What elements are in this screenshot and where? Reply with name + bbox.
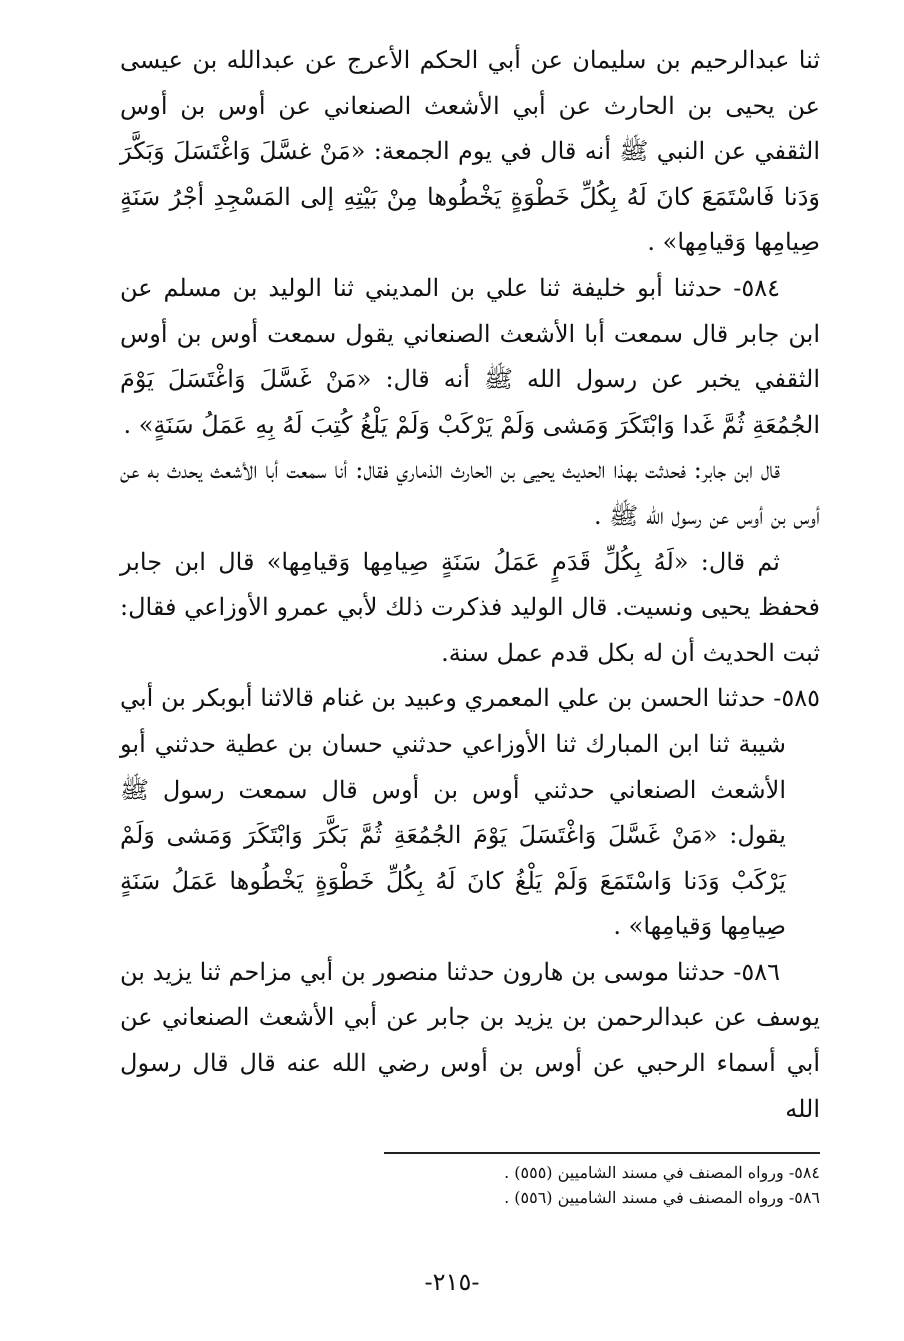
paragraph-hadith-continuation: ثنا عبدالرحيم بن سليمان عن أبي الحكم الأعرج عن عبدالله بن عيسى عن يحيى بن الحارث عن أبي الأشعث الصنعاني عن أوس بن أوس الثقفي عن النبي ﷺ أنه قال في يوم الجمعة: «مَنْ غسَّلَ وَاغْتَسَلَ وَبَكَّرَ وَدَنا فَاسْتَمَعَ كانَ لَهُ بِكُلِّ خَطْوَةٍ يَخْطُوها مِنْ بَيْتِهِ إلى المَسْجِدِ أجْرُ سَنَةٍ صِيامِها وَقيامِها» . (120, 46, 820, 257)
footnote-586: ٥٨٦- ورواه المصنف في مسند الشاميين (٥٥٦) . (504, 1188, 820, 1207)
footnotes (384, 1160, 820, 1210)
page-number: -٢١٥- (424, 1268, 480, 1296)
footnote-584: ٥٨٤- ورواه المصنف في مسند الشاميين (٥٥٥) . (504, 1163, 820, 1182)
paragraph-hadith-584: ٥٨٤- حدثنا أبو خليفة ثنا علي بن المديني ثنا الوليد بن مسلم عن ابن جابر قال سمعت أبا الأشعث الصنعاني يقول سمعت أوس بن أوس الثقفي يخبر عن رسول الله ﷺ أنه قال: «مَنْ غَسَّلَ وَاغْتَسَلَ يَوْمَ الجُمُعَةِ ثُمَّ غَدا وَابْتَكَرَ وَمَشى وَلَمْ يَرْكَبْ وَلَمْ يَلْغُ كُتِبَ لَهُ بِهِ عَمَلُ سَنَةٍ» . (120, 273, 820, 439)
paragraph-then-he-said: ثم قال: «لَهُ بِكُلِّ قَدَمٍ عَمَلُ سَنَةٍ صِيامِها وَقيامِها» قال ابن جابر فحفظ يحيى ونسيت. قال الوليد فذكرت ذلك لأبي عمرو الأوزاعي فقال: ثبت الحديث أن له بكل قدم عمل سنة. (120, 547, 820, 667)
paragraph-ibn-jabir-note: قال ابن جابر: فحدثت بهذا الحديث يحيى بن الحارث الذماري فقال: أنا سمعت أبا الأشعث يحدث به عن أوس بن أوس عن رسول الله ﷺ . (120, 456, 820, 530)
footnote-separator (384, 1152, 820, 1154)
paragraph-hadith-585: ٥٨٥- حدثنا الحسن بن علي المعمري وعبيد بن غنام قالاثنا أبوبكر بن أبي شيبة ثنا ابن المبارك ثنا الأوزاعي حدثني حسان بن عطية حدثني أبو الأشعث الصنعاني حدثني أوس بن أوس قال سمعت رسول ﷺ يقول: «مَنْ غَسَّلَ وَاغْتَسَلَ يَوْمَ الجُمُعَةِ ثُمَّ بَكَّرَ وَابْتَكَرَ وَمَشى وَلَمْ يَرْكَبْ وَدَنا وَاسْتَمَعَ وَلَمْ يَلْغُ كانَ لَهُ بِكُلِّ خَطْوَةٍ يَخْطُوها عَمَلُ سَنَةٍ صِيامِها وَقيامِها» . (120, 684, 820, 941)
paragraph-hadith-586: ٥٨٦- حدثنا موسى بن هارون حدثنا منصور بن أبي مزاحم ثنا يزيد بن يوسف عن عبدالرحمن بن يزيد بن جابر عن أبي الأشعث الصنعاني عن أبي أسماء الرحبي عن أوس بن أوس رضي الله عنه قال قال رسول الله (120, 957, 820, 1123)
main-text (120, 38, 820, 1132)
